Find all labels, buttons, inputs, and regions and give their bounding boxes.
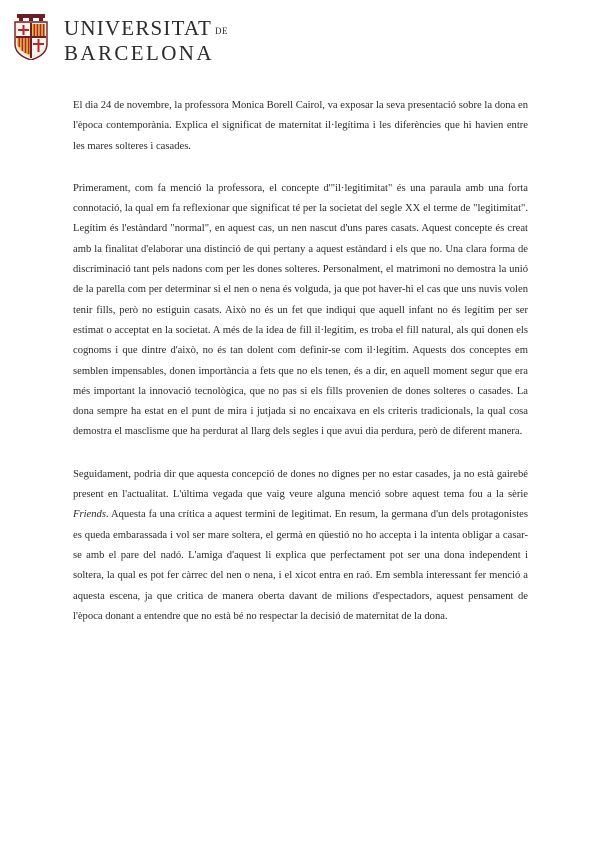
paragraph-friends-start: Seguidament, podria dir que aquesta concepció de dones no dignes per no estar casades, ja no està gairebé present en l'actualitat. L'última vegada que vaig veure alguna menció sobre aquest tema fou a la sèrie [73, 468, 528, 501]
document-body [73, 96, 528, 627]
paragraph-legitimacy: Primerament, com fa menció la professora, el concepte d'"il·legitimitat" és una paraula amb una forta connotació, la qual em fa reflexionar que significat té per la societat del segle XX el terme de "legitimitat". Legítim és l'estàndard "normal", en aquest cas, un nen nascut d'uns pares casats. Aquest concepte és creat amb la finalitat d'elaborar una distinció de qui pertany a aquest estàndard i els que no. Una clara forma de discriminació tant pels nadons com per les dones solteres. Personalment, el matrimoni no demostra la unió de la parella com per determinar si el nen o nena és volguda, ja que pot haver-hi el cas que uns nuvis volen tenir fills, però no estiguin casats. Això no és un fet que indiqui que aquell infant no és legítim per ser estimat o acceptat en la societat. A més de la idea de fill il·legítim, es troba el fill natural, als qui donen els cognoms i que dintre d'això, no és tan dolent com definir-se com il·legítim. Aquests dos conceptes em semblen impensables, donen importància a fets que no els tenen, és a dir, en aquell moment segur que era més important la innovació tecnològica, que no pas si els fills provenien de dones solteres o casades. La dona sempre ha estat en el punt de mira i jutjada si no encaixava en els criteris tradicionals, la qual cosa demostra el masclisme que ha perdurat al llarg dels segles i que avui dia perdura, però de diferent manera. [73, 182, 528, 438]
paragraph-friends-end: . Aquesta fa una crítica a aquest termini de legitimat. En resum, la germana d'un dels protagonistes es queda embarassada i vol ser mare soltera, el germà en qüestió no ho accepta i la intenta obligar a casar-se amb el pare del nadó. L'amiga d'aquest li explica que perfectament pot ser una dona independent i soltera, la qual es pot fer càrrec del nen o nena, i el xicot entra en raó. Em sembla interessant fer menció a aquesta escena, ja que critica de manera oberta davant de milions d'espectadors, aquest pensament de l'època donant a entendre que no està bé no respectar la decisió de maternitat de la dona. [73, 509, 528, 622]
paragraph-friends [73, 465, 528, 627]
series-title: Friends [73, 509, 106, 521]
paragraph-intro: El dia 24 de novembre, la professora Monica Borell Cairol, va exposar la seva presentació sobre la dona en l'època contemporània. Explica el significat de maternitat il·legítima i les diferències que hi havien entre les mares solteres i casades. [73, 100, 528, 152]
page-header [14, 8, 228, 68]
university-seal-icon [14, 14, 48, 60]
university-wordmark [64, 18, 228, 64]
logo-city-text: BARCELONA [64, 41, 214, 65]
logo-university-text: UNIVERSITAT [64, 16, 213, 40]
logo-de-text: DE [215, 26, 229, 36]
